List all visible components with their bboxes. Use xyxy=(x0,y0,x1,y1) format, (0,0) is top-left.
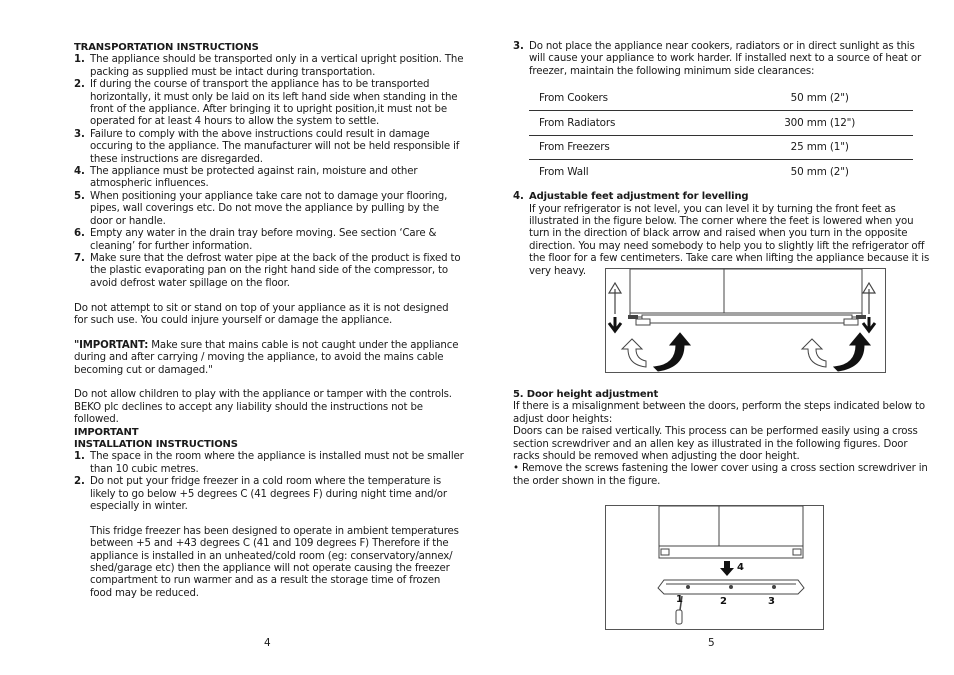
item-4-text: If your refrigerator is not level, you can level it by turning the front feet as illustrated in the figure below. The corner where the feet is lowered when you turn in the direction of black arrow and raised when you turn in the opposite direction. You may need somebody to help you to slightly lift the refrigerator off the floor for a few centimeters. Take care when lifting the appliance because it is very heavy. xyxy=(529,203,930,277)
clearance-value: 50 mm (2") xyxy=(726,86,913,111)
item-4-number: 4. xyxy=(513,191,524,203)
transport-item-text: When positioning your appliance take care not to damage your flooring, pipes, wall coverings etc. Do not move the appliance by pulling by the door or handle. xyxy=(90,190,448,227)
transport-item-number: 4. xyxy=(74,166,85,178)
install-item-text: The space in the room where the appliance is installed must not be smaller than 10 cubic metres. xyxy=(90,451,464,475)
clearance-row xyxy=(529,86,913,111)
install-note: This fridge freezer has been designed to operate in ambient temperatures between +5 and +43 degrees C (41 and 109 degrees F) Therefore if the appliance is installed in an unheated/cold room (eg: conservatory/annex/ shed/garage etc) then the appliance will not operate causing the freezer compartment to run warmer and as a result the storage time of frozen food may be reduced. xyxy=(90,525,459,599)
item-3 xyxy=(513,41,933,78)
door-height-figure xyxy=(605,505,824,630)
install-item-number: 1. xyxy=(74,451,85,463)
transport-item xyxy=(74,129,464,166)
item-5-bullet: • Remove the screws fastening the lower cover using a cross section screwdriver in the order shown in the figure. xyxy=(513,463,928,487)
transport-item-text: Empty any water in the drain tray before moving. See section ‘Care & cleaning’ for further information. xyxy=(90,228,437,252)
transport-heading: TRANSPORTATION INSTRUCTIONS xyxy=(74,42,259,53)
transport-item-number: 3. xyxy=(74,128,85,140)
transport-item-number: 7. xyxy=(74,252,85,264)
leveling-feet-figure xyxy=(605,268,886,373)
item-4-heading: Adjustable feet adjustment for levelling xyxy=(529,191,749,203)
install-item xyxy=(74,476,464,513)
install-item-number: 2. xyxy=(74,476,85,488)
transport-item-text: Failure to comply with the above instructions could result in damage occuring to the appliance. The manufacturer will not be held responsible if these instructions are disregarded. xyxy=(90,128,460,165)
important-note xyxy=(74,340,464,377)
left-text-column xyxy=(74,42,464,600)
item-3-text: Do not place the appliance near cookers, radiators or in direct sunlight as this will cause your appliance to work harder. If installed next to a source of heat or freezer, maintain the following minimum side clearances: xyxy=(529,41,921,77)
transport-item-text: If during the course of transport the appliance has to be transported horizontally, it must only be laid on its left hand side when standing in the front of the appliance. After bringing it to upright position,it must not be operated for at least 4 hours to allow the system to settle. xyxy=(90,79,458,128)
clearance-source: From Freezers xyxy=(529,135,726,160)
step-1-label: 1 xyxy=(676,594,683,605)
clearance-value: 300 mm (12") xyxy=(726,111,913,136)
transport-item-text: The appliance should be transported only in a vertical upright position. The packing as supplied must be intact during transportation. xyxy=(90,54,464,78)
item-3-number: 3. xyxy=(513,41,524,52)
left-page xyxy=(74,0,464,675)
install-heading: INSTALLATION INSTRUCTIONS xyxy=(74,438,238,450)
transport-item-number: 2. xyxy=(74,79,85,91)
transport-item xyxy=(74,253,464,290)
right-text-column xyxy=(513,41,933,278)
transport-item xyxy=(74,191,464,228)
transport-item xyxy=(74,54,464,79)
sit-warning: Do not attempt to sit or stand on top of your appliance as it is not designed for such use. You could injure yourself or damage the appliance. xyxy=(74,302,449,326)
transport-list xyxy=(74,54,464,290)
item-5-text-1: If there is a misalignment between the doors, perform the steps indicated below to adjust door heights: xyxy=(513,401,925,425)
clearance-row xyxy=(529,111,913,136)
important-text: Make sure that mains cable is not caught under the appliance during and after carrying / moving the appliance, to avoid the mains cable becoming cut or damaged." xyxy=(74,339,459,376)
right-page xyxy=(513,0,933,675)
clearance-source: From Radiators xyxy=(529,111,726,136)
step-4-label: 4 xyxy=(737,562,744,573)
door-height-drawing xyxy=(606,506,825,631)
important-label: "IMPORTANT: xyxy=(74,339,149,351)
clearance-source: From Cookers xyxy=(529,86,726,111)
item-5-heading: 5. Door height adjustment xyxy=(513,389,659,400)
clearance-value: 25 mm (1") xyxy=(726,135,913,160)
install-item xyxy=(74,451,464,476)
item-5 xyxy=(513,389,933,488)
transport-item-number: 1. xyxy=(74,54,85,66)
clearance-table xyxy=(529,86,913,184)
transport-item-number: 6. xyxy=(74,228,85,240)
transport-item-text: The appliance must be protected against rain, moisture and other atmospheric influences. xyxy=(90,166,418,190)
clearance-row xyxy=(529,135,913,160)
transport-item-text: Make sure that the defrost water pipe at the back of the product is fixed to the plastic evaporating pan on the right hand side of the compressor, to avoid defrost water spillage on the floor. xyxy=(90,252,461,289)
install-item-text: Do not put your fridge freezer in a cold room where the temperature is likely to go below +5 degrees C (41 degrees F) during night time and/or especially in winter. xyxy=(90,476,447,512)
clearance-source: From Wall xyxy=(539,166,589,179)
item-5-text-2: Doors can be raised vertically. This process can be performed easily using a cross section screwdriver and an allen key as illustrated in the following figures. Door racks should be removed when adjusting the door height. xyxy=(513,426,918,463)
page-number-left: 4 xyxy=(264,637,271,649)
important-heading: IMPORTANT xyxy=(74,426,139,438)
step-3-label: 3 xyxy=(768,596,775,607)
transport-item xyxy=(74,228,464,253)
leveling-feet-drawing xyxy=(606,269,887,374)
children-warning: Do not allow children to play with the appliance or tamper with the controls. BEKO plc declines to accept any liability should the instructions not be followed. xyxy=(74,389,452,426)
item-4 xyxy=(513,191,933,278)
clearance-value: 50 mm (2") xyxy=(790,166,849,179)
step-2-label: 2 xyxy=(720,596,727,607)
transport-item xyxy=(74,166,464,191)
install-list xyxy=(74,451,464,513)
transport-item-number: 5. xyxy=(74,190,85,202)
clearance-row xyxy=(529,160,913,185)
transport-item xyxy=(74,79,464,129)
page-number-right: 5 xyxy=(708,637,715,649)
